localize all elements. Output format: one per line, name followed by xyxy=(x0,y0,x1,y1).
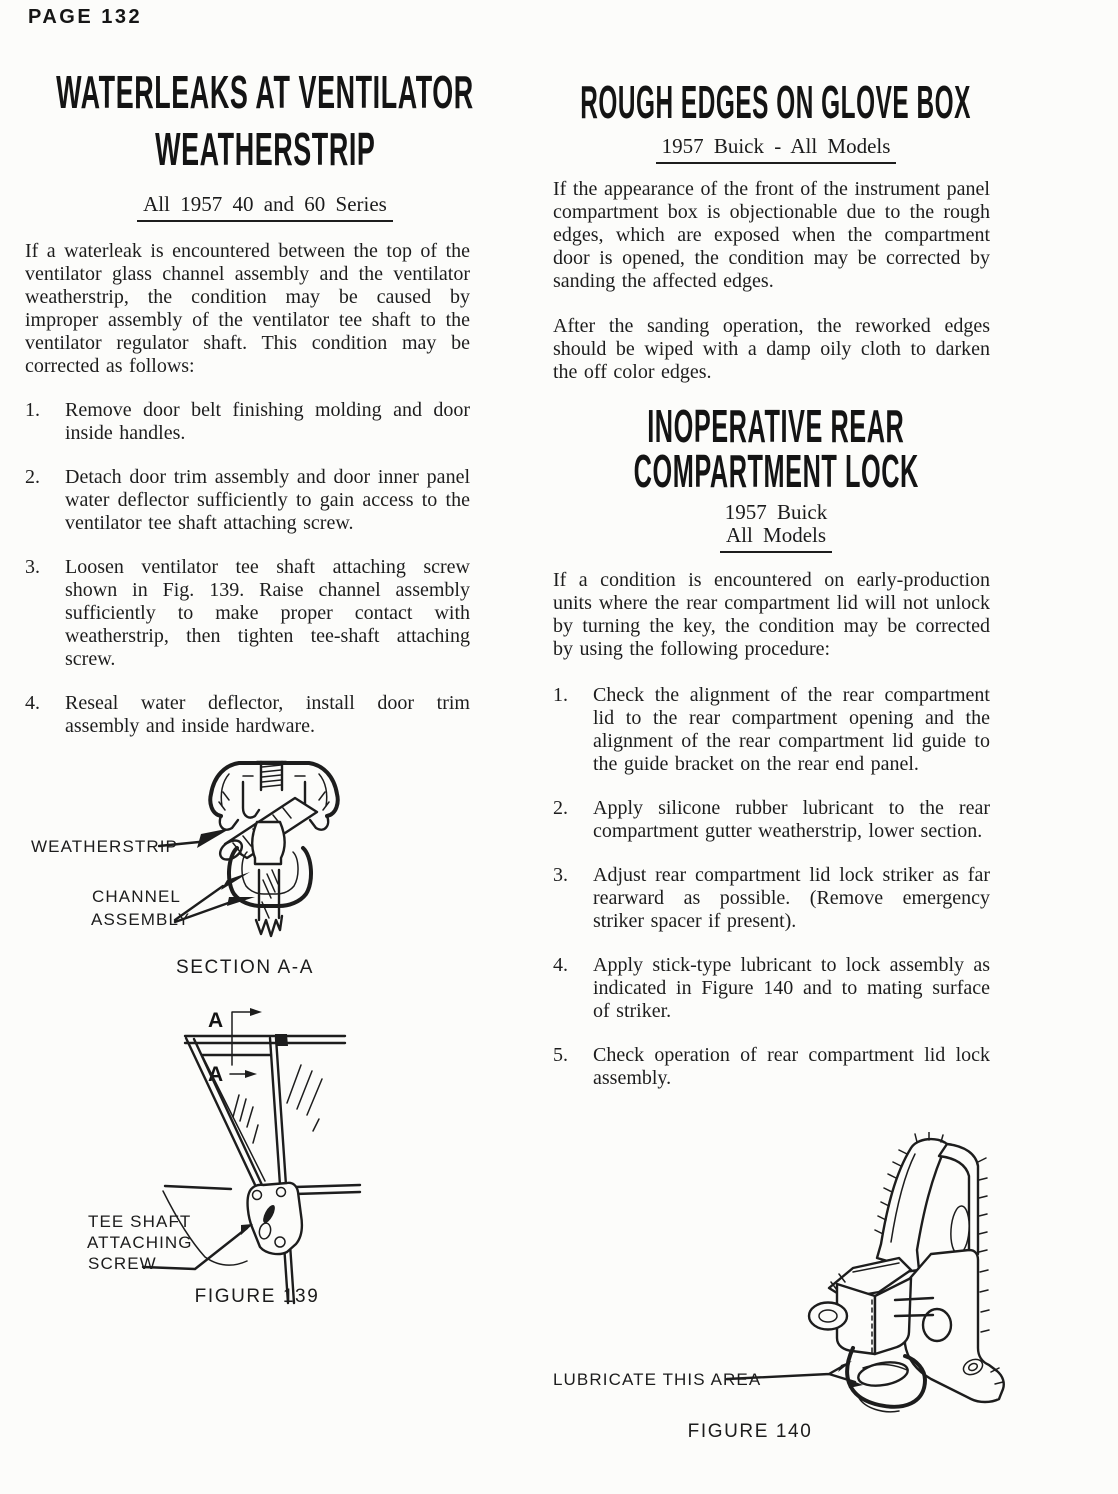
tee-shaft-label-line2: ATTACHING xyxy=(87,1233,193,1252)
step-number: 3. xyxy=(25,556,40,578)
channel-assembly-label-line1: CHANNEL xyxy=(92,887,181,906)
step-number: 4. xyxy=(25,692,40,714)
step-text: Reseal water deflector, install door trim assembly and inside hardware. xyxy=(65,692,470,737)
article3-subtitle xyxy=(556,501,996,553)
list-item xyxy=(553,1044,990,1090)
tee-shaft-label-line1: TEE SHAFT xyxy=(88,1212,192,1231)
article3-title-line2: COMPARTMENT LOCK xyxy=(633,445,919,497)
step-text: Remove door belt finishing molding and door inside handles. xyxy=(65,399,470,444)
article2-subtitle-text: 1957 Buick - All Models xyxy=(656,134,897,164)
list-item xyxy=(25,399,470,445)
article1-steps xyxy=(25,399,470,759)
weatherstrip-cross-section-drawing xyxy=(210,762,337,936)
list-item xyxy=(553,684,990,776)
section-marker-a-bottom: A xyxy=(208,1063,224,1086)
figure-140-callouts xyxy=(553,1361,863,1442)
tee-shaft-label-line3: SCREW xyxy=(88,1254,157,1273)
list-item xyxy=(553,864,990,933)
article2-paragraph2: After the sanding operation, the reworked edges should be wiped with a damp oily cloth to darken the off color edges. xyxy=(553,315,990,383)
step-number: 1. xyxy=(25,399,40,421)
step-text: Check the alignment of the rear compartment lid to the rear compartment opening and the alignment of the rear compartment lid guide to the guide bracket on the rear end panel. xyxy=(593,684,990,775)
step-text: Check operation of rear compartment lid lock assembly. xyxy=(593,1044,990,1089)
list-item xyxy=(25,692,470,738)
list-item xyxy=(25,466,470,535)
lubricate-area-label: LUBRICATE THIS AREA xyxy=(553,1370,762,1389)
channel-arrow-icon xyxy=(221,872,250,890)
list-item xyxy=(25,556,470,671)
list-item xyxy=(553,954,990,1023)
article2-title xyxy=(556,74,996,131)
article2-subtitle xyxy=(556,134,996,164)
figure-139 xyxy=(25,995,505,1313)
step-text: Detach door trim assembly and door inner panel water deflector sufficiently to gain access to the ventilator tee shaft attaching screw. xyxy=(65,466,470,534)
article2-title-text: ROUGH EDGES ON GLOVE BOX xyxy=(580,76,972,128)
weatherstrip-label: WEATHERSTRIP xyxy=(31,837,179,856)
channel-assembly-label-line2: ASSEMBLY xyxy=(91,910,191,929)
step-number: 2. xyxy=(25,466,40,488)
vent-window-drawing xyxy=(163,1008,360,1303)
step-text: Loosen ventilator tee shaft attaching screw shown in Fig. 139. Raise channel assembly sufficiently to make proper contact with weatherstrip, then tighten tee-shaft attaching screw. xyxy=(65,556,470,670)
step-number: 5. xyxy=(553,1044,568,1066)
step-number: 1. xyxy=(553,684,568,706)
section-aa-caption: SECTION A-A xyxy=(176,957,314,978)
article1-subtitle-text: All 1957 40 and 60 Series xyxy=(137,192,393,222)
step-text: Apply stick-type lubricant to lock assembly as indicated in Figure 140 and to mating surface of striker. xyxy=(593,954,990,1022)
figure-140-caption: FIGURE 140 xyxy=(687,1421,813,1442)
step-number: 4. xyxy=(553,954,568,976)
article3-title xyxy=(556,400,996,497)
article1-title-line1: WATERLEAKS AT VENTILATOR xyxy=(56,66,474,118)
figure-139-caption: FIGURE 139 xyxy=(194,1286,320,1307)
step-number: 2. xyxy=(553,797,568,819)
section-marker-a-top: A xyxy=(208,1009,224,1032)
article2-paragraph1: If the appearance of the front of the instrument panel compartment box is objectionable due to the rough edges, which are exposed when the compartment door is opened, the condition may be corrected by sanding the affected edges. xyxy=(553,178,990,292)
section-aa-figure xyxy=(25,750,505,980)
article3-subtitle-line1: 1957 Buick xyxy=(724,500,828,524)
section-arrow-icon xyxy=(250,1008,262,1016)
figure-140 xyxy=(545,1132,1075,1452)
list-item xyxy=(553,797,990,843)
article3-steps xyxy=(553,684,990,1111)
article3-title-line1: INOPERATIVE REAR xyxy=(647,400,905,452)
step-number: 3. xyxy=(553,864,568,886)
step-text: Adjust rear compartment lid lock striker as far rearward as possible. (Remove emergency striker spacer if present). xyxy=(593,864,990,932)
step-text: Apply silicone rubber lubricant to the rear compartment gutter weatherstrip, lower section. xyxy=(593,797,990,842)
article1-title-line2: WEATHERSTRIP xyxy=(154,123,376,175)
article1-title xyxy=(40,64,490,178)
article3-intro: If a condition is encountered on early-production units where the rear compartment lid will not unlock by turning the key, the condition may be corrected by using the following procedure: xyxy=(553,569,990,660)
section-arrow-icon xyxy=(245,1070,257,1078)
page-number: PAGE 132 xyxy=(28,6,143,28)
article1-intro: If a waterleak is encountered between the top of the ventilator glass channel assembly and the ventilator weatherstrip, the condition may be caused by improper assembly of the ventilator tee shaft to the ventilator regulator shaft. This condition may be corrected as follows: xyxy=(25,240,470,377)
article1-subtitle xyxy=(40,192,490,222)
article3-subtitle-line2: All Models xyxy=(720,523,832,553)
